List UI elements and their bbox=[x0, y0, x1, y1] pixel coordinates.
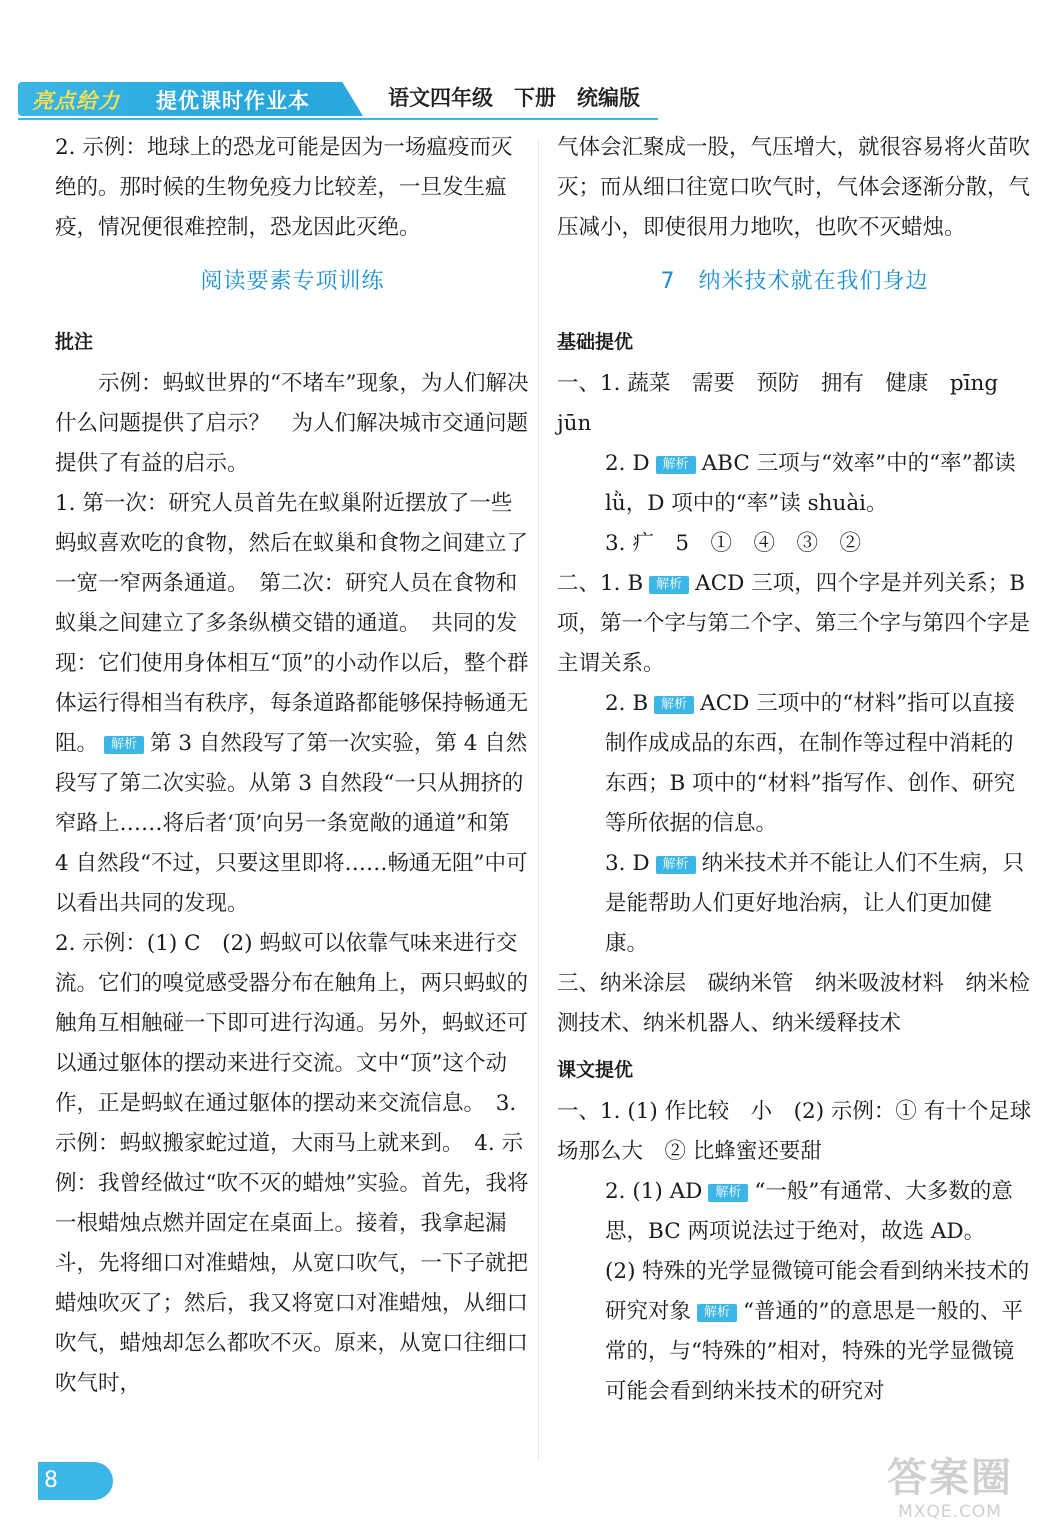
analysis-tag: 解析 bbox=[104, 736, 144, 754]
basic-q2-1-analysis: ACD 三项，四个字是并列关系；B 项，第一个字与第二个字、第三个字与第四个字是主谓关系。 bbox=[557, 571, 1031, 676]
basic-q2-2 bbox=[557, 684, 1032, 844]
basic-q1-3: 3. 疒 5 ① ④ ③ ② bbox=[605, 531, 862, 556]
basic-q2-3-answer: 3. D bbox=[605, 851, 650, 876]
basic-q1-2-answer: 2. D bbox=[605, 451, 650, 476]
basic-q2-3-analysis: 纳米技术并不能让人们不生病，只是能帮助人们更好地治病，让人们更加健康。 bbox=[605, 851, 1025, 956]
column-divider bbox=[538, 140, 539, 1460]
basic-q2-2-analysis: ACD 三项中的“材料”指可以直接制作成成品的东西，在制作等过程中消耗的东西；B 项中的“材料”指写作、创作、研究等所依据的信息。 bbox=[605, 691, 1016, 836]
basic-q2-3 bbox=[557, 844, 1032, 964]
series-name: 提优课时作业本 bbox=[156, 89, 310, 113]
watermark-logo bbox=[870, 1454, 1030, 1526]
left-column bbox=[55, 128, 530, 1404]
answer-item-1-analysis: 第 3 自然段写了第一次实验，第 4 自然段写了第二次实验。从第 3 自然段“一只从拥挤的窄路上……将后者‘顶’向另一条宽敞的通道”和第 4 自然段“不过，只要这里即将……畅通无阻”中可以看出共同的发现。 bbox=[55, 731, 528, 916]
answer-item-1 bbox=[55, 484, 530, 924]
text-q1-2-answer: 2. (1) AD bbox=[605, 1179, 703, 1204]
subheading-annotation: 批注 bbox=[55, 331, 94, 353]
analysis-tag: 解析 bbox=[649, 576, 689, 594]
subheading-basic: 基础提优 bbox=[557, 331, 634, 353]
analysis-tag: 解析 bbox=[656, 456, 696, 474]
basic-q2-1 bbox=[557, 564, 1032, 684]
page-number bbox=[38, 1462, 113, 1500]
answer-item-1-text: 1. 第一次：研究人员首先在蚁巢附近摆放了一些蚂蚁喜欢吃的食物，然后在蚁巢和食物之间建立了一宽一窄两条通道。 第二次：研究人员在食物和蚁巢之间建立了多条纵横交错的通道。 共同的发现：它们使用身体相互“顶”的小动作以后，整个群体运行得相当有秩序，每条道路都能够保持畅通无阻。 bbox=[55, 491, 529, 756]
basic-q1-2 bbox=[557, 444, 1032, 524]
example-paragraph: 示例：蚂蚁世界的“不堵车”现象，为人们解决什么问题提供了启示？ 为人们解决城市交通问题提供了有益的启示。 bbox=[55, 371, 529, 476]
brand-name: 亮点给力 bbox=[32, 89, 120, 113]
watermark-url: MXQE.COM bbox=[898, 1502, 1002, 1522]
section-title-lesson-7: 7 纳米技术就在我们身边 bbox=[660, 269, 929, 294]
basic-q2-2-answer: 2. B bbox=[605, 691, 649, 716]
section-title-reading: 阅读要素专项训练 bbox=[200, 269, 385, 294]
continued-text: 气体会汇聚成一股，气压增大，就很容易将火苗吹灭；而从细口往宽口吹气时，气体会逐渐分散，气压减小，即使很用力地吹，也吹不灭蜡烛。 bbox=[557, 135, 1031, 240]
watermark-text: 答案圈 bbox=[887, 1455, 1013, 1501]
basic-q3: 三、纳米涂层 碳纳米管 纳米吸波材料 纳米检测技术、纳米机器人、纳米缓释技术 bbox=[557, 971, 1031, 1036]
text-q1-2b-analysis: “普通的”的意思是一般的、平常的，与“特殊的”相对，特殊的光学显微镜可能会看到纳米技术的研究对 bbox=[605, 1299, 1024, 1404]
grade-info: 语文四年级 下册 统编版 bbox=[388, 86, 640, 110]
analysis-tag: 解析 bbox=[708, 1184, 748, 1202]
running-header bbox=[18, 82, 668, 116]
basic-q1-2-analysis: ABC 三项与“效率”中的“率”都读 lǜ，D 项中的“率”读 shuài。 bbox=[605, 451, 1016, 516]
text-q1-2 bbox=[557, 1172, 1032, 1252]
analysis-tag: 解析 bbox=[654, 696, 694, 714]
basic-q1-1: 一、1. 蔬菜 需要 预防 拥有 健康 pīng jūn bbox=[557, 371, 999, 436]
analysis-tag: 解析 bbox=[656, 856, 696, 874]
text-q1-2b bbox=[557, 1252, 1032, 1412]
basic-q2-1-answer: 二、1. B bbox=[557, 571, 644, 596]
page-number-text: 8 bbox=[44, 1468, 58, 1493]
subheading-text: 课文提优 bbox=[557, 1059, 634, 1081]
answer-item-2: 2. 示例：(1) C (2) 蚂蚁可以依靠气味来进行交流。它们的嗅觉感受器分布在触角上，两只蚂蚁的触角互相触碰一下即可进行沟通。另外，蚂蚁还可以通过躯体的摆动来进行交流。文中“顶”这个动作，正是蚂蚁在通过躯体的摆动来交流信息。 3. 示例：蚂蚁搬家蛇过道，大雨马上就来到。 4. 示例：我曾经做过“吹不灭的蜡烛”实验。首先，我将一根蜡烛点燃并固定在桌面上。接着，我拿起漏斗，先将细口对准蜡烛，从宽口吹气，一下子就把蜡烛吹灭了；然后，我又将宽口对准蜡烛，从细口吹气，蜡烛却怎么都吹不灭。原来，从宽口往细口吹气时， bbox=[55, 931, 529, 1396]
analysis-tag: 解析 bbox=[697, 1304, 737, 1322]
text-q1-2b-answer: (2) 特殊的光学显微镜可能会看到纳米技术的研究对象 bbox=[605, 1259, 1030, 1324]
text-q1-2-analysis: “一般”有通常、大多数的意思，BC 两项说法过于绝对，故选 AD。 bbox=[605, 1179, 1013, 1244]
text-q1-1: 一、1. (1) 作比较 小 (2) 示例：① 有十个足球场那么大 ② 比蜂蜜还要甜 bbox=[557, 1099, 1032, 1164]
answer-item-2-intro: 2. 示例：地球上的恐龙可能是因为一场瘟疫而灭绝的。那时候的生物免疫力比较差，一旦发生瘟疫，情况便很难控制，恐龙因此灭绝。 bbox=[55, 135, 513, 240]
right-column bbox=[557, 128, 1032, 1412]
header-rule bbox=[18, 118, 658, 120]
